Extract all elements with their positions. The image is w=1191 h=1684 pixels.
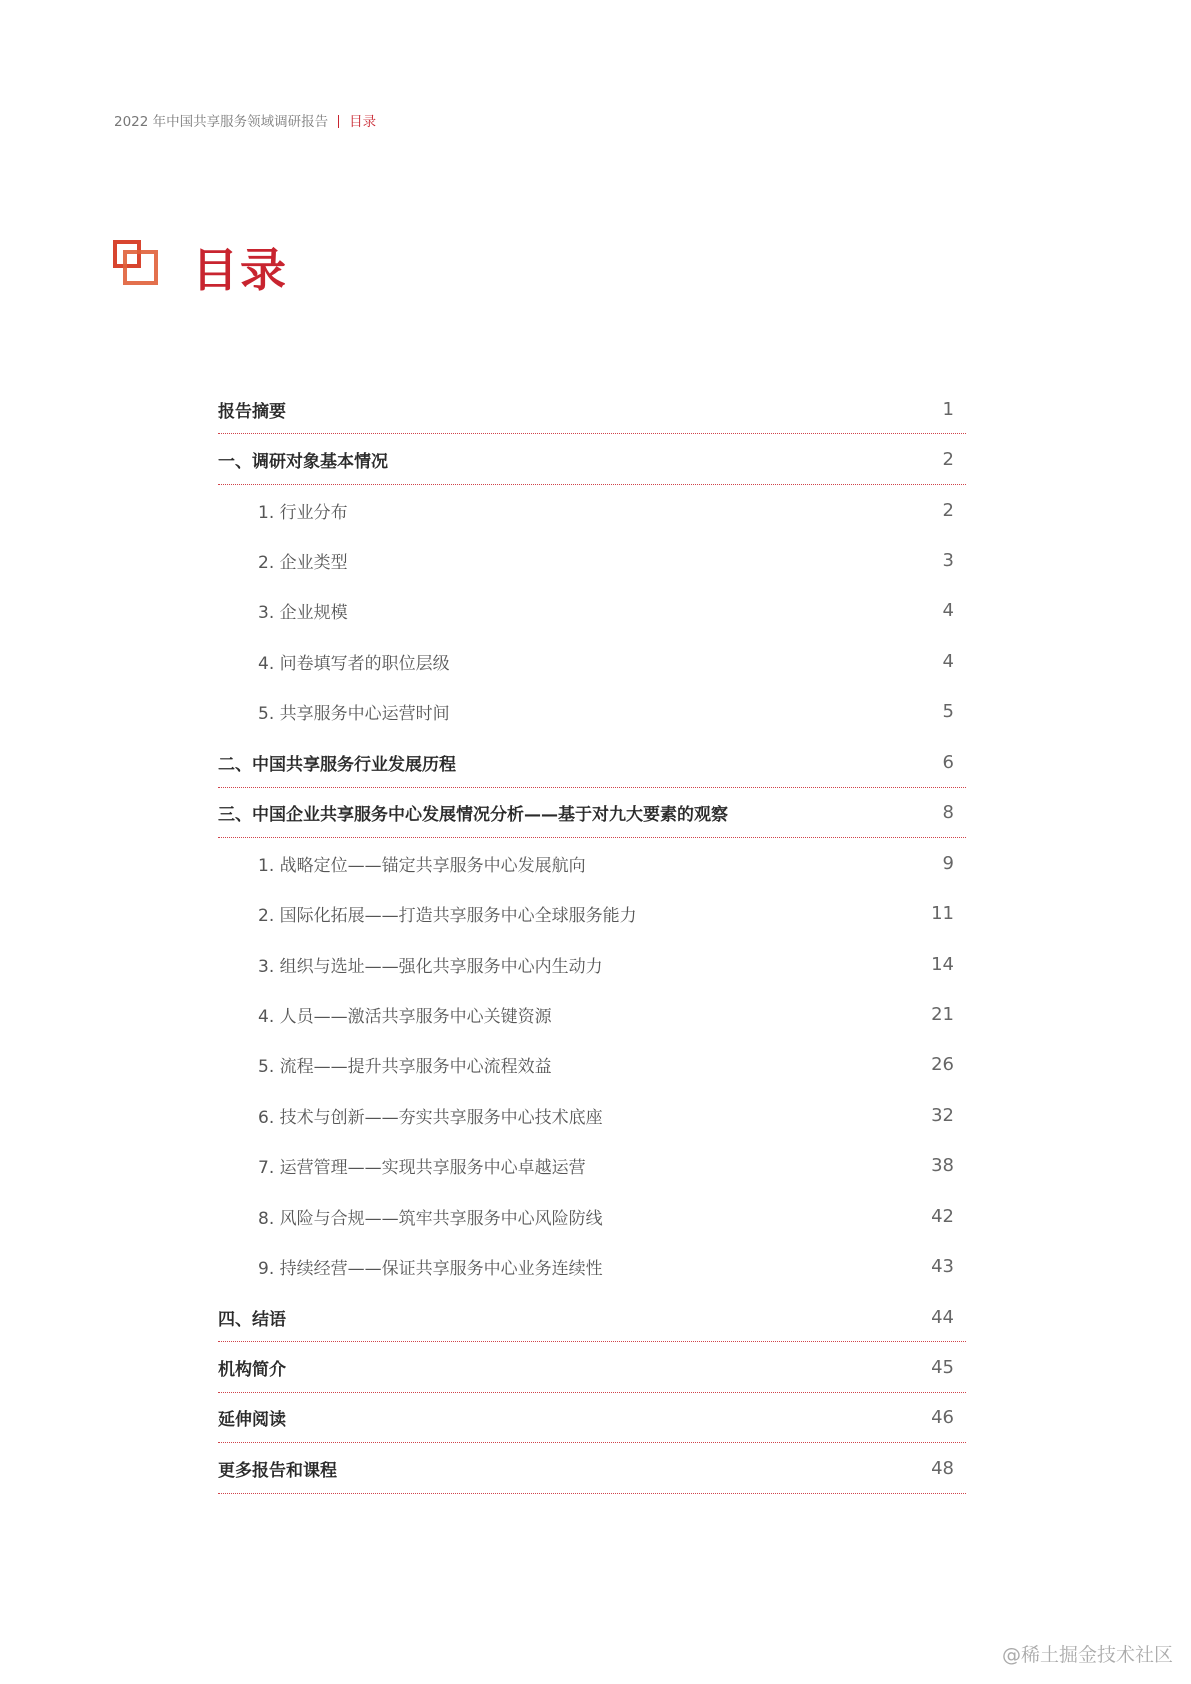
toc-entry[interactable] — [218, 586, 966, 636]
toc-page-number: 45 — [931, 1357, 954, 1379]
toc-entry[interactable] — [218, 485, 966, 535]
toc-page-number: 32 — [931, 1104, 954, 1126]
toc-page-number: 2 — [942, 449, 954, 471]
toc-entry[interactable] — [218, 384, 966, 434]
toc-entry-label: 三、中国企业共享服务中心发展情况分析——基于对九大要素的观察 — [218, 805, 728, 826]
toc-page-number: 38 — [931, 1155, 954, 1177]
toc-page-number: 11 — [931, 903, 954, 925]
toc-entry[interactable] — [218, 1040, 966, 1090]
toc-entry[interactable] — [218, 838, 966, 888]
toc-entry-label: 2. 国际化拓展——打造共享服务中心全球服务能力 — [258, 906, 637, 927]
toc-entry-label: 7. 运营管理——实现共享服务中心卓越运营 — [258, 1158, 586, 1179]
report-title: 2022 年中国共享服务领域调研报告 — [114, 114, 329, 130]
toc-page-number: 21 — [931, 1003, 954, 1025]
toc-entry[interactable] — [218, 535, 966, 585]
toc-page-number: 4 — [942, 650, 954, 672]
toc-entry-label: 9. 持续经营——保证共享服务中心业务连续性 — [258, 1259, 603, 1280]
divider — [338, 115, 339, 128]
toc-page-number: 6 — [942, 751, 954, 773]
overlapping-squares-icon — [113, 240, 158, 285]
toc-entry-label: 4. 人员——激活共享服务中心关键资源 — [258, 1006, 552, 1027]
toc-entry[interactable] — [218, 1393, 966, 1443]
watermark: @稀土掘金技术社区 — [1002, 1644, 1174, 1666]
toc-page-number: 46 — [931, 1407, 954, 1429]
toc-entry-label: 二、中国共享服务行业发展历程 — [218, 754, 456, 775]
toc-entry[interactable] — [218, 788, 966, 838]
toc-entry[interactable] — [218, 636, 966, 686]
toc-entry[interactable] — [218, 989, 966, 1039]
toc-page-number: 1 — [942, 398, 954, 420]
toc-entry-label: 6. 技术与创新——夯实共享服务中心技术底座 — [258, 1107, 603, 1128]
toc-page-number: 43 — [931, 1256, 954, 1278]
toc-entry-label: 3. 组织与选址——强化共享服务中心内生动力 — [258, 956, 603, 977]
toc-entry-label: 更多报告和课程 — [218, 1460, 337, 1481]
table-of-contents — [218, 384, 966, 1494]
toc-entry-label: 4. 问卷填写者的职位层级 — [258, 653, 450, 674]
toc-entry[interactable] — [218, 1292, 966, 1342]
toc-page-number: 8 — [942, 802, 954, 824]
toc-entry-label: 延伸阅读 — [218, 1410, 286, 1431]
toc-entry-label: 机构简介 — [218, 1360, 286, 1381]
toc-page-number: 44 — [931, 1306, 954, 1328]
toc-page-number: 9 — [942, 852, 954, 874]
toc-page-number: 3 — [942, 550, 954, 572]
toc-entry[interactable] — [218, 737, 966, 787]
toc-entry-label: 四、结语 — [218, 1309, 286, 1330]
toc-entry-label: 2. 企业类型 — [258, 553, 348, 574]
toc-entry[interactable] — [218, 888, 966, 938]
current-section: 目录 — [349, 114, 377, 130]
toc-entry-label: 5. 共享服务中心运营时间 — [258, 704, 450, 725]
toc-entry[interactable] — [218, 1191, 966, 1241]
toc-entry-label: 报告摘要 — [218, 401, 286, 422]
page-title: 目录 — [192, 243, 288, 297]
toc-page-number: 14 — [931, 953, 954, 975]
toc-entry[interactable] — [218, 1443, 966, 1493]
toc-entry[interactable] — [218, 687, 966, 737]
running-header — [114, 110, 376, 130]
toc-entry-label: 8. 风险与合规——筑牢共享服务中心风险防线 — [258, 1208, 603, 1229]
toc-entry-label: 1. 行业分布 — [258, 502, 348, 523]
toc-entry[interactable] — [218, 434, 966, 484]
toc-page-number: 42 — [931, 1205, 954, 1227]
toc-entry[interactable] — [218, 1141, 966, 1191]
toc-entry-label: 一、调研对象基本情况 — [218, 452, 388, 473]
toc-page-number: 48 — [931, 1457, 954, 1479]
toc-entry[interactable] — [218, 1090, 966, 1140]
toc-entry[interactable] — [218, 1241, 966, 1291]
toc-page-number: 2 — [942, 499, 954, 521]
toc-entry-label: 3. 企业规模 — [258, 603, 348, 624]
toc-entry[interactable] — [218, 1342, 966, 1392]
toc-entry[interactable] — [218, 939, 966, 989]
toc-page-number: 4 — [942, 600, 954, 622]
toc-entry-label: 1. 战略定位——锚定共享服务中心发展航向 — [258, 855, 586, 876]
toc-page-number: 26 — [931, 1054, 954, 1076]
toc-page-number: 5 — [942, 701, 954, 723]
toc-entry-label: 5. 流程——提升共享服务中心流程效益 — [258, 1057, 552, 1078]
